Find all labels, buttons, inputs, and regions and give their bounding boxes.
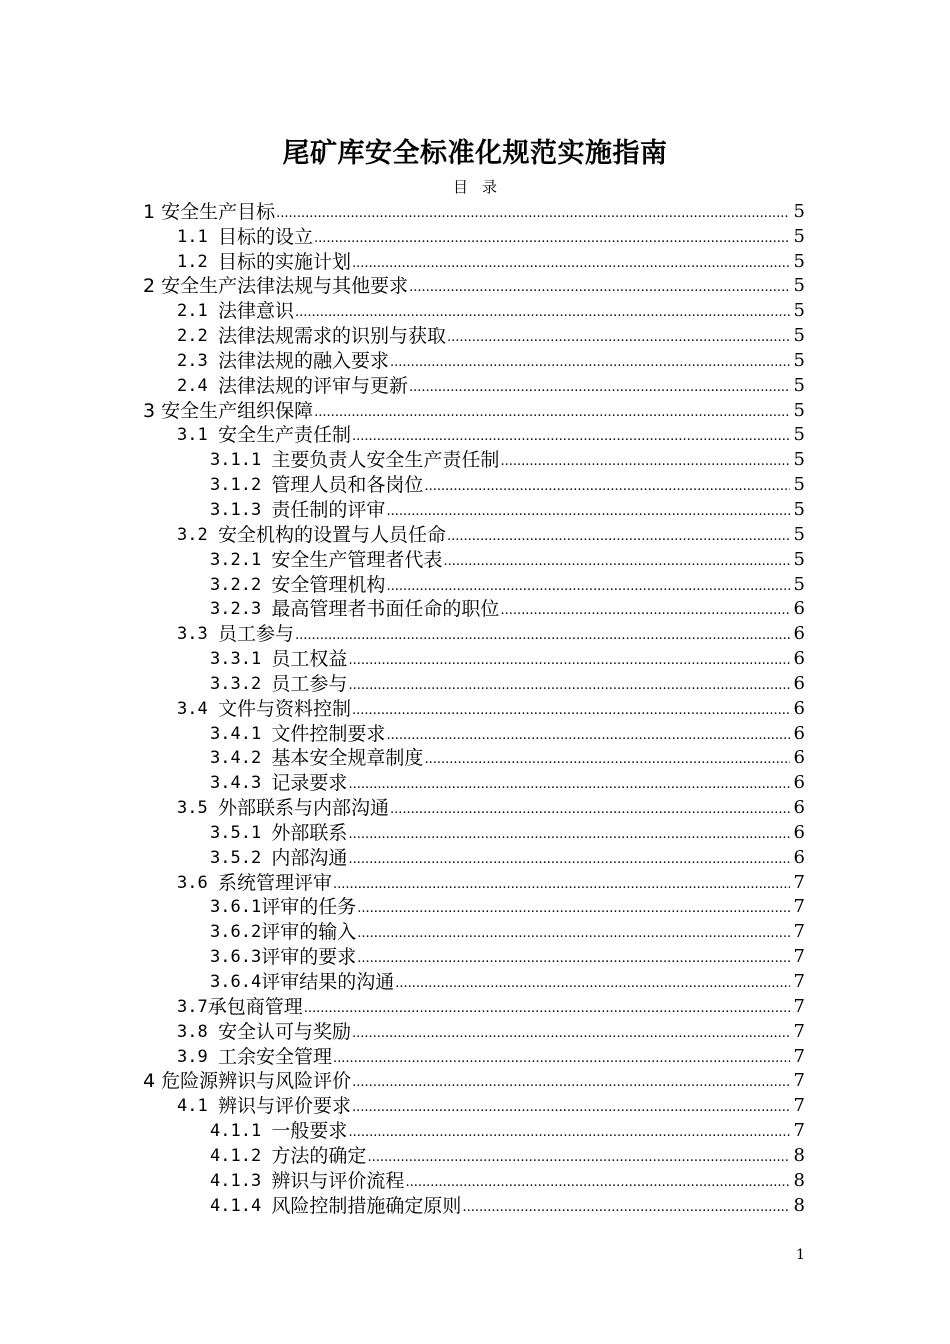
- toc-dot-leader: [352, 427, 790, 447]
- toc-dot-leader: [357, 949, 790, 969]
- toc-entry-label: 一般要求: [271, 1120, 348, 1143]
- toc-entry-page: 7: [793, 971, 805, 992]
- toc-entry[interactable]: [0, 696, 950, 721]
- toc-entry-page: 6: [793, 797, 805, 819]
- toc-entry-number: 3.5.2: [210, 847, 272, 868]
- toc-entry-number: 4.1.1: [210, 1121, 272, 1142]
- toc-entry-page: 7: [793, 1120, 805, 1142]
- toc-entry-page: 5: [793, 523, 805, 545]
- toc-entry-number: 3.6: [177, 872, 218, 893]
- toc-entry-page: 6: [793, 672, 805, 694]
- toc-entry[interactable]: [0, 1193, 950, 1218]
- toc-entry-label: 辨识与评价要求: [217, 1095, 351, 1118]
- toc-dot-leader: [295, 303, 790, 323]
- toc-entry-label: 最高管理者书面任命的职位: [271, 598, 500, 621]
- toc-entry-number: 3.4: [177, 698, 218, 719]
- toc-entry-number: 2.4: [177, 375, 218, 396]
- toc-entry[interactable]: [0, 298, 950, 323]
- toc-entry[interactable]: [0, 671, 950, 696]
- toc-dot-leader: [295, 626, 790, 646]
- toc-dot-leader: [352, 1024, 790, 1044]
- toc-entry[interactable]: [0, 199, 950, 224]
- toc-entry-page: 8: [793, 1194, 805, 1216]
- toc-entry-number: 3.4.1: [210, 723, 272, 744]
- toc-entry-page: 6: [793, 648, 805, 670]
- toc-entry[interactable]: [0, 497, 950, 522]
- toc-entry-label: 责任制的评审: [271, 498, 386, 521]
- toc-dot-leader: [304, 999, 790, 1019]
- toc-entry-label: 辨识与评价流程: [271, 1169, 405, 1192]
- toc-entry-label: 基本安全规章制度: [271, 747, 424, 770]
- toc-entry-label: 评审的任务: [261, 896, 357, 919]
- toc-entry-number: 3: [143, 399, 162, 422]
- toc-entry[interactable]: [0, 423, 950, 448]
- toc-entry-label: 内部沟通: [271, 846, 348, 869]
- toc-entry-number: 3.6.3: [210, 947, 262, 968]
- toc-entry-number: 3.2.2: [210, 574, 272, 595]
- toc-dot-leader: [348, 825, 790, 845]
- toc-entry-page: 5: [793, 474, 805, 496]
- toc-entry-page: 6: [793, 623, 805, 645]
- toc-dot-leader: [386, 502, 790, 522]
- toc-entry-label: 法律法规的评审与更新: [217, 374, 408, 397]
- toc-entry-label: 系统管理评审: [217, 871, 332, 894]
- toc-entry-label: 文件与资料控制: [217, 697, 351, 720]
- toc-entry-page: 5: [793, 449, 805, 471]
- toc-dot-leader: [443, 552, 790, 572]
- toc-entry-label: 危险源辨识与风险评价: [161, 1070, 352, 1093]
- toc-entry-page: 7: [793, 1045, 805, 1067]
- toc-entry[interactable]: [0, 1168, 950, 1193]
- toc-entry-page: 6: [793, 722, 805, 744]
- toc-entry[interactable]: [0, 969, 950, 994]
- toc-entry-page: 7: [793, 1070, 805, 1092]
- toc-dot-leader: [424, 477, 790, 497]
- toc-dot-leader: [333, 875, 790, 895]
- toc-entry[interactable]: [0, 994, 950, 1019]
- toc-entry-label: 安全生产组织保障: [161, 399, 314, 422]
- toc-entry[interactable]: [0, 398, 950, 423]
- toc-entry-number: 3.1.2: [210, 475, 272, 496]
- toc-entry[interactable]: [0, 770, 950, 795]
- toc-dot-leader: [424, 750, 790, 770]
- toc-dot-leader: [409, 278, 790, 298]
- toc-dot-leader: [348, 1123, 790, 1143]
- toc-entry-number: 3.6.4: [210, 972, 262, 992]
- toc-entry-label: 评审的输入: [261, 921, 357, 944]
- toc-entry-label: 安全管理机构: [271, 573, 386, 596]
- toc-entry-label: 承包商管理: [207, 995, 303, 1018]
- toc-entry-number: 4.1.2: [210, 1145, 272, 1166]
- toc-entry-page: 5: [793, 573, 805, 595]
- toc-entry-page: 5: [793, 399, 805, 421]
- toc-entry-number: 3.6.1: [210, 897, 262, 918]
- toc-entry[interactable]: [0, 870, 950, 895]
- toc-entry-label: 评审结果的沟通: [261, 971, 395, 993]
- toc-entry-number: 2.3: [177, 350, 218, 371]
- toc-dot-leader: [386, 726, 790, 746]
- toc-entry-page: 5: [793, 225, 805, 247]
- toc-entry-label: 安全生产法律法规与其他要求: [161, 275, 409, 298]
- toc-entry[interactable]: [0, 597, 950, 622]
- toc-entry-page: 6: [793, 821, 805, 843]
- toc-entry-number: 3.1.1: [210, 450, 272, 471]
- toc-dot-leader: [395, 974, 790, 994]
- toc-entry-number: 1.2: [177, 251, 218, 272]
- page-number: 1: [796, 1247, 805, 1263]
- toc-entry-page: 7: [793, 1095, 805, 1117]
- toc-entry-page: 5: [793, 498, 805, 520]
- toc-entry-page: 6: [793, 846, 805, 868]
- toc-entry-page: 5: [793, 349, 805, 371]
- toc-entry[interactable]: [0, 522, 950, 547]
- toc-entry-number: 3.7: [177, 996, 208, 1017]
- toc-entry-page: 6: [793, 772, 805, 794]
- toc-entry-page: 5: [793, 300, 805, 322]
- toc-entry-label: 法律法规的融入要求: [217, 349, 389, 372]
- toc-entry-number: 3.3.1: [210, 649, 272, 670]
- toc-entry-page: 6: [793, 747, 805, 769]
- toc-entry[interactable]: [0, 746, 950, 771]
- document-title: 尾矿库安全标准化规范实施指南: [282, 138, 668, 169]
- toc-entry-number: 4.1.3: [210, 1170, 272, 1191]
- toc-entry-page: 7: [793, 1020, 805, 1042]
- toc-entry-label: 记录要求: [271, 772, 348, 795]
- toc-entry-number: 4: [143, 1070, 162, 1093]
- toc-entry[interactable]: [0, 845, 950, 870]
- toc-entry[interactable]: [0, 547, 950, 572]
- toc-entry-page: 5: [793, 374, 805, 396]
- toc-dot-leader: [390, 353, 790, 373]
- toc-entry[interactable]: [0, 1044, 950, 1069]
- toc-entry-number: 3.2.1: [210, 549, 272, 570]
- toc-entry-label: 员工参与: [217, 623, 294, 646]
- toc-entry-number: 1.1: [177, 226, 218, 247]
- toc-entry[interactable]: [0, 1118, 950, 1143]
- toc-entry-number: 3.3: [177, 624, 218, 645]
- toc-entry-number: 3.6.2: [210, 922, 262, 943]
- toc-dot-leader: [348, 775, 790, 795]
- toc-dot-leader: [348, 850, 790, 870]
- toc-dot-leader: [352, 1073, 790, 1093]
- toc-entry-label: 安全认可与奖励: [217, 1020, 351, 1043]
- toc-entry-page: 5: [793, 275, 805, 297]
- toc-dot-leader: [447, 328, 790, 348]
- toc-entry-label: 外部联系: [271, 821, 348, 844]
- toc-entry-page: 7: [793, 871, 805, 893]
- toc-dot-leader: [352, 1098, 790, 1118]
- toc-entry-number: 3.2: [177, 524, 218, 545]
- toc-entry-label: 安全机构的设置与人员任命: [217, 523, 446, 546]
- toc-entry-label: 目标的实施计划: [217, 250, 351, 273]
- toc-entry-page: 6: [793, 598, 805, 620]
- toc-entry-number: 1: [143, 200, 162, 223]
- toc-dot-leader: [390, 800, 790, 820]
- toc-entry[interactable]: [0, 447, 950, 472]
- toc-entry-label: 员工参与: [271, 672, 348, 695]
- toc-entry[interactable]: [0, 274, 950, 299]
- toc-dot-leader: [447, 527, 790, 547]
- toc-dot-leader: [314, 403, 790, 423]
- toc-entry-label: 法律意识: [217, 300, 294, 323]
- toc-entry-label: 外部联系与内部沟通: [217, 797, 389, 820]
- toc-entry[interactable]: [0, 944, 950, 969]
- toc-dot-leader: [314, 229, 790, 249]
- toc-entry-page: 5: [793, 200, 805, 222]
- toc-entry-label: 法律法规需求的识别与获取: [217, 325, 446, 348]
- toc-entry[interactable]: [0, 224, 950, 249]
- toc-entry-number: 3.9: [177, 1046, 218, 1067]
- toc-entry-number: 3.5.1: [210, 822, 272, 843]
- toc-dot-leader: [348, 676, 790, 696]
- toc-entry[interactable]: [0, 895, 950, 920]
- toc-dot-leader: [276, 204, 790, 224]
- toc-dot-leader: [405, 1173, 790, 1193]
- toc-entry-label: 方法的确定: [271, 1144, 367, 1167]
- toc-entry-label: 安全生产责任制: [217, 424, 351, 447]
- toc-entry-page: 5: [793, 424, 805, 446]
- toc-entry-label: 工余安全管理: [217, 1045, 332, 1068]
- toc-entry[interactable]: [0, 249, 950, 274]
- toc-dot-leader: [500, 601, 790, 621]
- toc-entry[interactable]: [0, 721, 950, 746]
- toc-heading: 目录: [452, 178, 511, 196]
- toc-entry-label: 文件控制要求: [271, 722, 386, 745]
- toc-entry-number: 3.1: [177, 425, 218, 446]
- toc-dot-leader: [409, 378, 790, 398]
- toc-entry-page: 7: [793, 896, 805, 918]
- toc-dot-leader: [352, 254, 790, 274]
- toc-entry[interactable]: [0, 1069, 950, 1094]
- toc-entry-number: 3.8: [177, 1021, 218, 1042]
- toc-entry-label: 员工权益: [271, 648, 348, 671]
- toc-entry[interactable]: [0, 820, 950, 845]
- toc-entry-number: 4.1: [177, 1096, 218, 1117]
- toc-dot-leader: [333, 1049, 790, 1069]
- toc-entry-number: 2.1: [177, 301, 218, 322]
- table-of-contents: [0, 199, 950, 1218]
- toc-entry-page: 7: [793, 946, 805, 968]
- toc-entry[interactable]: [0, 919, 950, 944]
- toc-entry-number: 3.4.3: [210, 773, 272, 794]
- toc-entry-label: 主要负责人安全生产责任制: [271, 449, 500, 472]
- toc-dot-leader: [462, 1198, 790, 1218]
- toc-entry[interactable]: [0, 323, 950, 348]
- toc-dot-leader: [348, 651, 790, 671]
- toc-entry[interactable]: [0, 373, 950, 398]
- toc-entry-label: 评审的要求: [261, 946, 357, 969]
- toc-dot-leader: [357, 899, 790, 919]
- toc-dot-leader: [352, 701, 790, 721]
- toc-dot-leader: [386, 577, 790, 597]
- toc-entry-page: 8: [793, 1144, 805, 1166]
- toc-entry-number: 3.4.2: [210, 748, 272, 769]
- toc-entry[interactable]: [0, 472, 950, 497]
- toc-entry-page: 5: [793, 548, 805, 570]
- toc-entry-label: 目标的设立: [217, 225, 313, 248]
- toc-entry-number: 2: [143, 275, 162, 298]
- toc-entry-page: 8: [793, 1169, 805, 1191]
- toc-entry-page: 6: [793, 697, 805, 719]
- toc-entry-number: 3.5: [177, 798, 218, 819]
- toc-entry-page: 7: [793, 921, 805, 943]
- toc-entry[interactable]: [0, 1143, 950, 1168]
- toc-entry[interactable]: [0, 621, 950, 646]
- toc-entry[interactable]: [0, 348, 950, 373]
- toc-entry-number: 3.3.2: [210, 673, 272, 694]
- toc-entry[interactable]: [0, 646, 950, 671]
- toc-entry[interactable]: [0, 572, 950, 597]
- toc-dot-leader: [357, 924, 790, 944]
- toc-entry-number: 4.1.4: [210, 1195, 272, 1216]
- toc-entry-number: 2.2: [177, 326, 218, 347]
- toc-entry-page: 5: [793, 325, 805, 347]
- toc-entry-number: 3.2.3: [210, 599, 272, 620]
- toc-entry-label: 风险控制措施确定原则: [271, 1194, 462, 1217]
- toc-dot-leader: [500, 452, 790, 472]
- toc-entry-label: 管理人员和各岗位: [271, 474, 424, 497]
- toc-entry-page: 5: [793, 250, 805, 272]
- toc-entry-label: 安全生产目标: [161, 200, 276, 223]
- toc-entry[interactable]: [0, 1019, 950, 1044]
- toc-entry[interactable]: [0, 1093, 950, 1118]
- toc-entry[interactable]: [0, 795, 950, 820]
- toc-entry-number: 3.1.3: [210, 499, 272, 520]
- toc-entry-label: 安全生产管理者代表: [271, 548, 443, 571]
- toc-entry-page: 7: [793, 995, 805, 1017]
- toc-dot-leader: [367, 1148, 790, 1168]
